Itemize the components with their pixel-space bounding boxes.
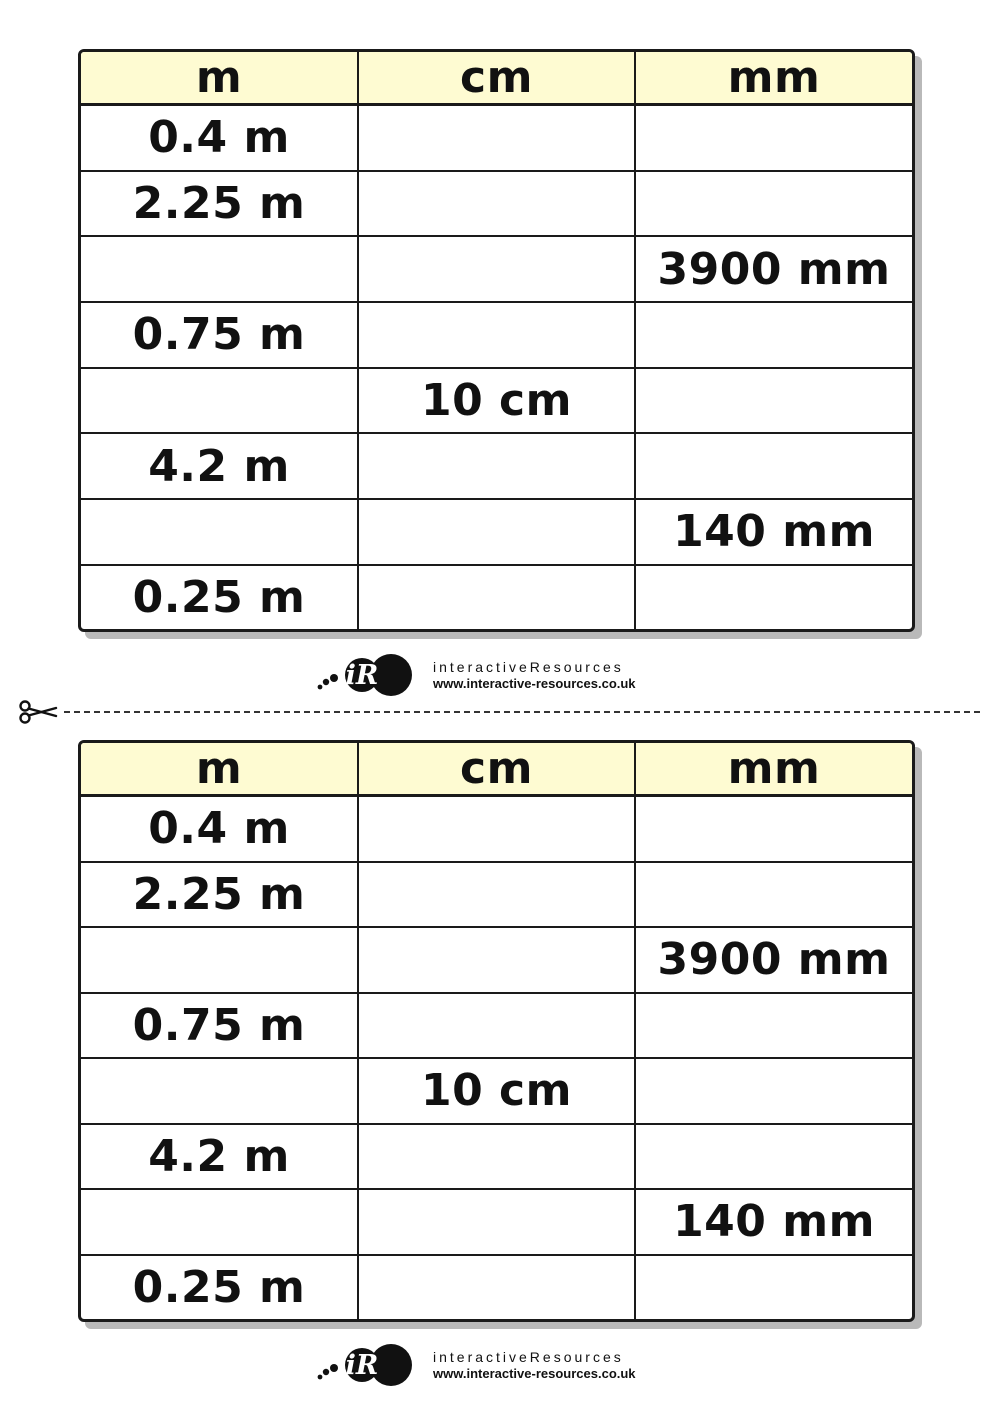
cell-cm: 10 cm [358, 1058, 635, 1124]
header-row [81, 743, 912, 796]
cell-mm: 3900 mm [635, 236, 912, 302]
cell-m: 2.25 m [81, 171, 358, 237]
cell-cm [358, 105, 635, 171]
cut-line [18, 700, 980, 724]
header-m: m [81, 52, 358, 105]
cell-m [81, 499, 358, 565]
cell-m: 2.25 m [81, 862, 358, 928]
table-row [81, 171, 912, 237]
cell-cm [358, 1189, 635, 1255]
table-row [81, 1124, 912, 1190]
cell-m: 4.2 m [81, 433, 358, 499]
cell-cm [358, 1255, 635, 1319]
cell-m: 0.4 m [81, 105, 358, 171]
table-row [81, 927, 912, 993]
cell-m [81, 1189, 358, 1255]
table-row [81, 302, 912, 368]
interactive-resources-logo [316, 650, 416, 700]
cell-mm [635, 368, 912, 434]
table-row [81, 236, 912, 302]
cell-cm [358, 499, 635, 565]
cell-mm [635, 796, 912, 862]
table-row [81, 499, 912, 565]
cell-mm [635, 171, 912, 237]
brand-name: interactiveResources [433, 659, 624, 675]
cell-cm [358, 1124, 635, 1190]
cell-mm [635, 862, 912, 928]
cell-cm [358, 565, 635, 630]
cell-m [81, 1058, 358, 1124]
header-row [81, 52, 912, 105]
brand-footer [316, 650, 676, 700]
brand-footer [316, 1340, 676, 1390]
interactive-resources-logo [316, 1340, 416, 1390]
cell-m: 0.25 m [81, 1255, 358, 1319]
cell-mm [635, 302, 912, 368]
cell-m: 0.4 m [81, 796, 358, 862]
table-row [81, 993, 912, 1059]
table-row [81, 105, 912, 171]
cell-mm: 140 mm [635, 499, 912, 565]
cell-cm [358, 236, 635, 302]
scissors-icon [18, 700, 60, 724]
table-row [81, 1058, 912, 1124]
table-row [81, 433, 912, 499]
cell-m [81, 927, 358, 993]
cell-mm [635, 565, 912, 630]
table-row [81, 368, 912, 434]
conversion-grid [81, 743, 912, 1319]
conversion-grid [81, 52, 912, 629]
cell-m [81, 236, 358, 302]
cell-m [81, 368, 358, 434]
header-cm: cm [358, 52, 635, 105]
cell-cm [358, 171, 635, 237]
cell-cm [358, 796, 635, 862]
cell-m: 0.25 m [81, 565, 358, 630]
cell-m: 4.2 m [81, 1124, 358, 1190]
cell-cm [358, 302, 635, 368]
cell-mm [635, 1058, 912, 1124]
table-row [81, 565, 912, 630]
cell-cm: 10 cm [358, 368, 635, 434]
cell-mm [635, 1124, 912, 1190]
conversion-table-bottom [78, 740, 915, 1322]
brand-name: interactiveResources [433, 1349, 624, 1365]
cell-mm [635, 993, 912, 1059]
header-m: m [81, 743, 358, 796]
cell-mm [635, 1255, 912, 1319]
cell-cm [358, 862, 635, 928]
conversion-table-top [78, 49, 915, 632]
cell-cm [358, 927, 635, 993]
cell-m: 0.75 m [81, 993, 358, 1059]
dashed-cut-line [64, 711, 980, 713]
table-row [81, 862, 912, 928]
header-cm: cm [358, 743, 635, 796]
table-row [81, 1255, 912, 1319]
cell-mm [635, 433, 912, 499]
brand-url: www.interactive-resources.co.uk [433, 1366, 636, 1381]
logo-letters: iR [345, 660, 379, 691]
cell-mm [635, 105, 912, 171]
cell-mm: 140 mm [635, 1189, 912, 1255]
cell-m: 0.75 m [81, 302, 358, 368]
table-row [81, 1189, 912, 1255]
cell-cm [358, 993, 635, 1059]
header-mm: mm [635, 52, 912, 105]
header-mm: mm [635, 743, 912, 796]
cell-mm: 3900 mm [635, 927, 912, 993]
brand-url: www.interactive-resources.co.uk [433, 676, 636, 691]
cell-cm [358, 433, 635, 499]
logo-letters: iR [345, 1350, 379, 1381]
table-row [81, 796, 912, 862]
